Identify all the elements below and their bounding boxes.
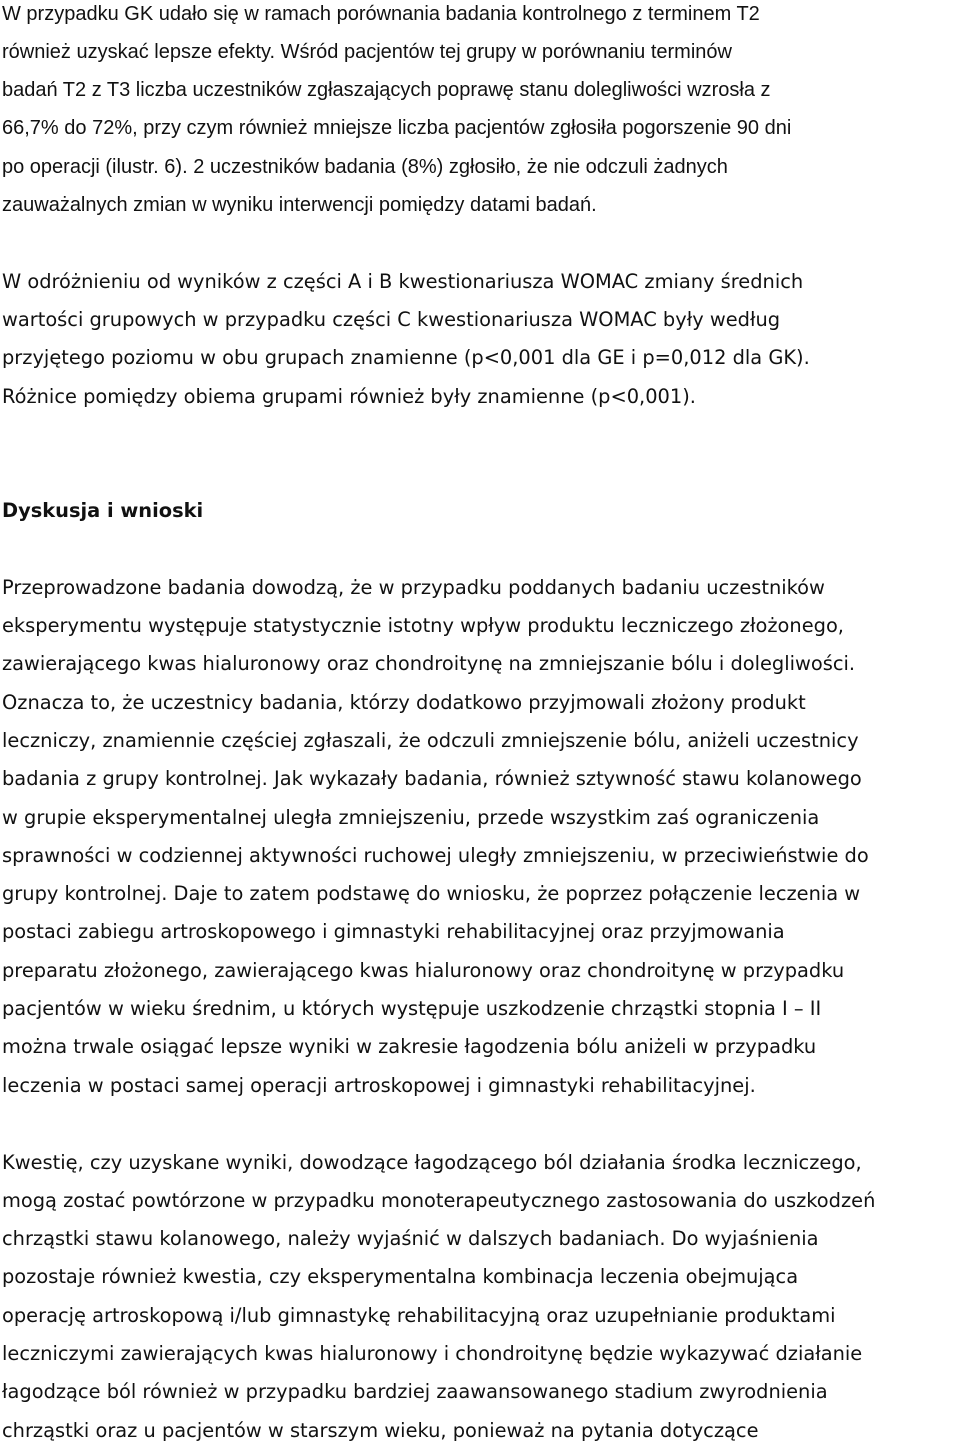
text-line: W odróżnieniu od wyników z części A i B kwestionariusza WOMAC zmiany średnich	[2, 270, 804, 293]
text-line: po operacji (ilustr. 6). 2 uczestników badania (8%) zgłosiło, że nie odczuli żadnych	[2, 156, 728, 178]
text-line: w grupie eksperymentalnej uległa zmniejszeniu, przede wszystkim zaś ograniczenia	[2, 806, 820, 829]
text-line: pacjentów w wieku średnim, u których występuje uszkodzenie chrząstki stopnia I – II	[2, 997, 822, 1020]
text-line: leczenia w postaci samej operacji artroskopowej i gimnastyki rehabilitacyjnej.	[2, 1074, 756, 1097]
text-line: badań T2 z T3 liczba uczestników zgłaszających poprawę stanu dolegliwości wzrosła z	[2, 79, 771, 101]
text-line: 66,7% do 72%, przy czym również mniejsze liczba pacjentów zgłosiła pogorszenie 90 dni	[2, 117, 792, 139]
text-line: Kwestię, czy uzyskane wyniki, dowodzące łagodzącego ból działania środka leczniczego,	[2, 1151, 862, 1174]
text-line: Oznacza to, że uczestnicy badania, którzy dodatkowo przyjmowali złożony produkt	[2, 691, 806, 714]
text-line: pozostaje również kwestia, czy eksperymentalna kombinacja leczenia obejmująca	[2, 1265, 799, 1288]
text-line: również uzyskać lepsze efekty. Wśród pacjentów tej grupy w porównaniu terminów	[2, 41, 732, 63]
text-line: eksperymentu występuje statystycznie istotny wpływ produktu leczniczego złożonego,	[2, 614, 844, 637]
text-line: postaci zabiegu artroskopowego i gimnastyki rehabilitacyjnej oraz przyjmowania	[2, 920, 785, 943]
section-heading: Dyskusja i wnioski	[2, 499, 204, 522]
text-line: chrząstki stawu kolanowego, należy wyjaśnić w dalszych badaniach. Do wyjaśnienia	[2, 1227, 819, 1250]
text-line: grupy kontrolnej. Daje to zatem podstawę do wniosku, że poprzez połączenie leczenia w	[2, 882, 861, 905]
text-line: preparatu złożonego, zawierającego kwas hialuronowy oraz chondroitynę w przypadku	[2, 959, 845, 982]
text-line: zauważalnych zmian w wyniku interwencji pomiędzy datami badań.	[2, 194, 597, 216]
text-line: zawierającego kwas hialuronowy oraz chondroitynę na zmniejszanie bólu i dolegliwości.	[2, 652, 856, 675]
text-line: można trwale osiągać lepsze wyniki w zakresie łagodzenia bólu aniżeli w przypadku	[2, 1035, 817, 1058]
text-line: leczniczy, znamiennie częściej zgłaszali, że odczuli zmniejszenie bólu, aniżeli uczestnicy	[2, 729, 859, 752]
text-line: chrząstki oraz u pacjentów w starszym wieku, ponieważ na pytania dotyczące	[2, 1419, 759, 1442]
text-line: leczniczymi zawierających kwas hialuronowy i chondroitynę będzie wykazywać działanie	[2, 1342, 863, 1365]
text-line: W przypadku GK udało się w ramach porównania badania kontrolnego z terminem T2	[2, 3, 760, 25]
text-line: Różnice pomiędzy obiema grupami również były znamienne (p<0,001).	[2, 385, 696, 408]
text-line: przyjętego poziomu w obu grupach znamienne (p<0,001 dla GE i p=0,012 dla GK).	[2, 346, 810, 369]
text-line: Przeprowadzone badania dowodzą, że w przypadku poddanych badaniu uczestników	[2, 576, 825, 599]
text-line: operację artroskopową i/lub gimnastykę rehabilitacyjną oraz uzupełnianie produktami	[2, 1304, 836, 1327]
text-line: badania z grupy kontrolnej. Jak wykazały badania, również sztywność stawu kolanowego	[2, 767, 862, 790]
text-line: mogą zostać powtórzone w przypadku monoterapeutycznego zastosowania do uszkodzeń	[2, 1189, 876, 1212]
text-line: łagodzące ból również w przypadku bardziej zaawansowanego stadium zwyrodnienia	[2, 1380, 828, 1403]
text-line: wartości grupowych w przypadku części C kwestionariusza WOMAC były według	[2, 308, 781, 331]
text-line: sprawności w codziennej aktywności ruchowej uległy zmniejszeniu, w przeciwieństwie do	[2, 844, 869, 867]
